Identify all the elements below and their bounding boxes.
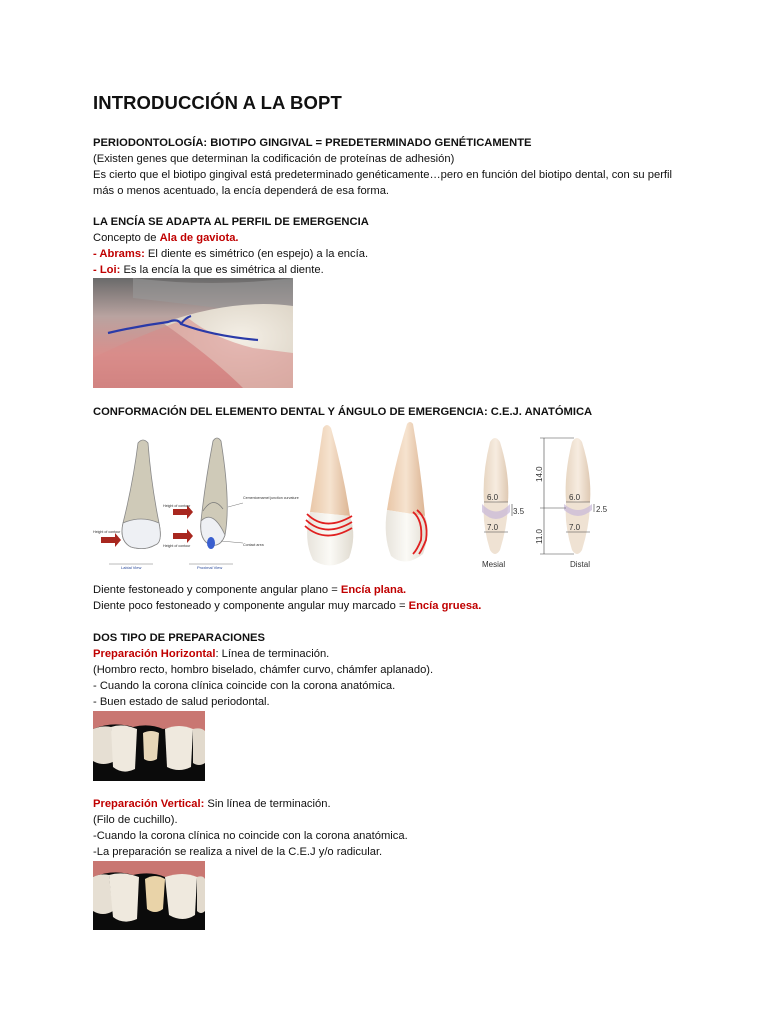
cej-label: Cementoenamel junction curvature	[243, 496, 299, 500]
concept-term: Ala de gaviota.	[159, 232, 239, 244]
abrams-text: El diente es simétrico (en espejo) a la encía.	[144, 248, 369, 260]
gingiva-photo	[93, 278, 293, 388]
mesial-label: Mesial	[482, 560, 506, 569]
section-heading-encia: LA ENCÍA SE ADAPTA AL PERFIL DE EMERGENCIA	[93, 216, 369, 228]
loi-text: Es la encía la que es simétrica al diente.	[120, 264, 324, 276]
distal-width-top: 6.0	[569, 493, 581, 502]
line-prefix: Diente poco festoneado y componente angular muy marcado =	[93, 600, 409, 612]
text-line: (Hombro recto, hombro biselado, chámfer curvo, chámfer aplanado).	[93, 664, 434, 676]
concept-prefix: Concepto de	[93, 232, 160, 244]
horizontal-prep-line	[93, 646, 329, 662]
horizontal-prep-label: Preparación Horizontal	[93, 648, 216, 660]
distal-label: Distal	[570, 560, 591, 569]
abrams-line	[93, 246, 368, 262]
text-line: - Cuando la corona clínica coincide con la corona anatómica.	[93, 680, 396, 692]
root-length: 11.0	[535, 529, 544, 544]
encia-plana-line	[93, 582, 406, 598]
mesial-depth: 3.5	[513, 507, 525, 516]
concept-line	[93, 230, 239, 246]
text-line: (Existen genes que determinan la codificación de proteínas de adhesión)	[93, 153, 455, 165]
vertical-prep-line	[93, 796, 331, 812]
mesial-distal-figure	[462, 424, 622, 574]
text-line: -La preparación se realiza a nivel de la C.E.J y/o radicular.	[93, 846, 383, 858]
page-title: INTRODUCCIÓN A LA BOPT	[93, 92, 342, 113]
line-term: Encía gruesa.	[408, 600, 482, 612]
loi-label: - Loi:	[93, 264, 121, 276]
vertical-prep-text: Sin línea de terminación.	[204, 798, 331, 810]
proximal-view-label: Proximal View	[197, 565, 223, 570]
distal-depth: 2.5	[596, 505, 608, 514]
cej-3d-teeth-figure	[295, 420, 455, 575]
section-heading-periodontologia: PERIODONTOLOGÍA: BIOTIPO GINGIVAL = PREDETERMINADO GENÉTICAMENTE	[93, 137, 532, 149]
contact-area-label: Contact area	[243, 543, 264, 547]
section-heading-conformacion: CONFORMACIÓN DEL ELEMENTO DENTAL Y ÁNGULO DE EMERGENCIA: C.E.J. ANATÓMICA	[93, 406, 593, 418]
abrams-label: - Abrams:	[93, 248, 145, 260]
section-heading-preparaciones: DOS TIPO DE PREPARACIONES	[93, 632, 265, 644]
mesial-width-bottom: 7.0	[487, 523, 499, 532]
text-line: - Buen estado de salud periodontal.	[93, 696, 270, 708]
text-line: (Filo de cuchillo).	[93, 814, 178, 826]
vertical-prep-label: Preparación Vertical:	[93, 798, 205, 810]
horizontal-prep-text: : Línea de terminación.	[215, 648, 330, 660]
tooth-diagram-figure	[93, 423, 299, 573]
vertical-prep-photo	[93, 861, 205, 930]
line-term: Encía plana.	[340, 584, 407, 596]
encia-gruesa-line	[93, 598, 481, 614]
loi-line	[93, 262, 324, 278]
labial-view-label: Labial View	[121, 565, 142, 570]
distal-width-bottom: 7.0	[569, 523, 581, 532]
text-paragraph: Es cierto que el biotipo gingival está predeterminado genéticamente…pero en función del biotipo dental, con su perfil más o menos acentuado, la encía dependerá de esa forma.	[93, 169, 673, 197]
crown-length: 14.0	[535, 466, 544, 482]
line-prefix: Diente festoneado y componente angular plano =	[93, 584, 341, 596]
text-line: -Cuando la corona clínica no coincide con la corona anatómica.	[93, 830, 408, 842]
height-contour-label-labial: Height of contour	[93, 530, 121, 534]
height-contour-label: Height of contour	[163, 504, 191, 508]
mesial-width-top: 6.0	[487, 493, 499, 502]
height-contour-label-proximal: Height of contour	[163, 544, 191, 548]
horizontal-prep-photo	[93, 711, 205, 781]
